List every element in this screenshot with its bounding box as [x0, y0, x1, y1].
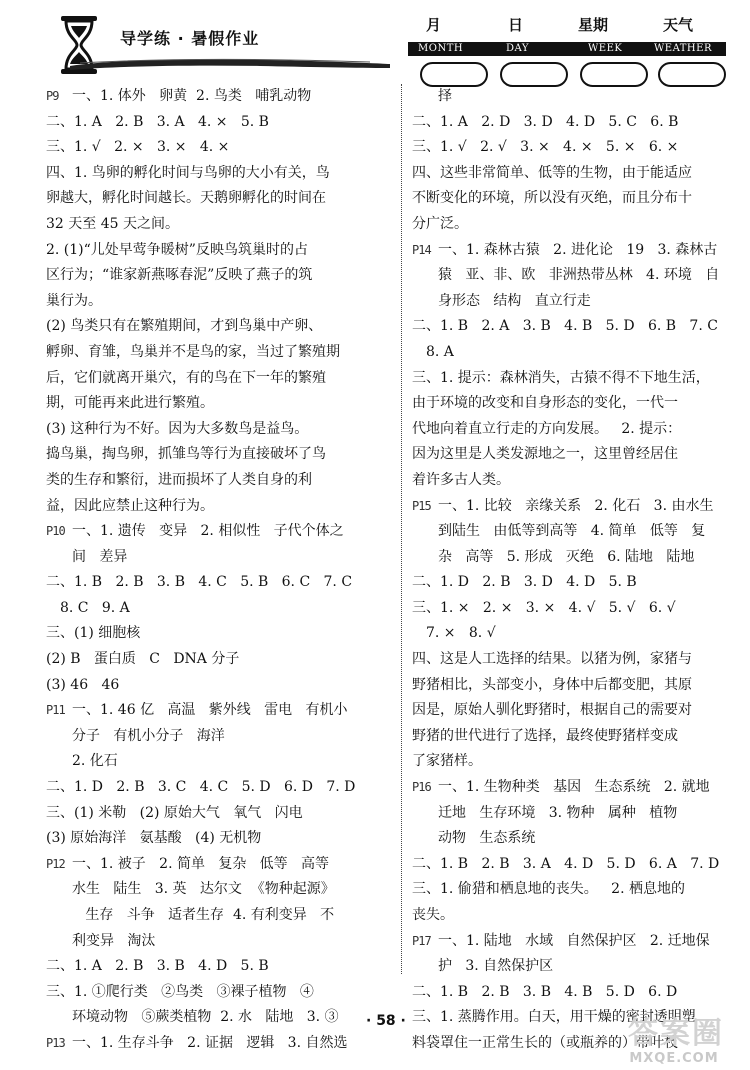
answer-text: 益，因此应禁止这种行为。: [46, 497, 214, 514]
answer-line: [46, 340, 398, 366]
answer-line: [412, 749, 730, 775]
answer-line: [412, 314, 730, 340]
answer-text: (3) 46 46: [46, 676, 120, 693]
answer-text: 二、1. B 2. B 3. A 4. D 5. D 6. A 7. D: [412, 855, 720, 872]
answer-text: 三、(1) 米勒 (2) 原始大气 氧气 闪电: [46, 804, 303, 821]
answer-line: [412, 391, 730, 417]
answer-line: [46, 903, 398, 929]
answer-line: [46, 929, 398, 955]
answer-line: [46, 366, 398, 392]
answer-text: 期，可能再来此进行繁殖。: [46, 395, 214, 412]
answer-line: [412, 161, 730, 187]
watermark-logo: 答案圈: [628, 1016, 724, 1051]
answer-text: 孵卵、育雏，鸟巢并不是鸟的家，当过了繁殖期: [46, 343, 340, 360]
answer-text: (3) 这种行为不好。因为大多数鸟是益鸟。: [46, 420, 309, 437]
answer-text: 二、1. A 2. B 3. B 4. D 5. B: [46, 958, 269, 975]
answer-line: [46, 698, 398, 724]
answer-text: 杂 高等 5. 形成 灭绝 6. 陆地 陆地: [438, 548, 695, 565]
answer-line: [412, 494, 730, 520]
answer-text: 择: [438, 88, 452, 104]
answer-text: 生存 斗争 适者生存 4. 有利变异 不: [72, 907, 335, 923]
answer-text: 一、1. 森林古猿 2. 进化论 19 3. 森林古: [438, 241, 718, 258]
answer-line: [412, 442, 730, 468]
answer-line: [46, 161, 398, 187]
answer-line: [46, 263, 398, 289]
answer-line: [412, 212, 730, 238]
answer-line: [412, 954, 730, 980]
answer-text: 三、1. ①爬行类 ②鸟类 ③裸子植物 ④: [46, 983, 314, 1000]
answer-text: 一、1. 遗传 变异 2. 相似性 子代个体之: [72, 523, 344, 540]
answer-line: [412, 135, 730, 161]
answer-text: 间 差异: [72, 548, 128, 565]
answer-line: [412, 647, 730, 673]
answer-column-right: [412, 84, 730, 1057]
watermark-url: MXQE.COM: [629, 1051, 719, 1066]
answer-text: 三、1. 提示：森林消失，古猿不得不下地生活，: [412, 369, 710, 386]
answer-text: 身形态 结构 直立行走: [438, 292, 591, 309]
answer-text: 水生 陆生 3. 英 达尔文 《物种起源》: [72, 881, 335, 898]
answer-line: [46, 468, 398, 494]
answer-line: [46, 954, 398, 980]
answer-column-left: [46, 84, 398, 1057]
answer-line: [412, 238, 730, 264]
answer-text: 类的生存和繁衍，进而损坏了人类自身的利: [46, 471, 312, 488]
answer-line: [412, 852, 730, 878]
date-weather-box: [408, 12, 726, 84]
answer-text: 区行为；“谁家新燕啄春泥”反映了燕子的筑: [46, 267, 313, 284]
weather-label: 天气: [663, 16, 694, 34]
answer-line: [412, 186, 730, 212]
answer-text: 一、1. 体外 卵黄 2. 鸟类 哺乳动物: [72, 88, 312, 104]
answer-line: [46, 801, 398, 827]
answer-line: [46, 647, 398, 673]
week-label: 星期: [578, 16, 609, 34]
answer-text: 二、1. D 2. B 3. C 4. C 5. D 6. D 7. D: [46, 779, 356, 796]
answer-line: [412, 468, 730, 494]
answer-line: [412, 826, 730, 852]
answer-line: [46, 442, 398, 468]
answer-text: 7. × 8. √: [426, 625, 496, 642]
brand-header: [46, 14, 391, 76]
answer-text: 到陆生 由低等到高等 4. 简单 低等 复: [438, 523, 706, 540]
answer-line: [46, 84, 398, 110]
answer-text: 32 天至 45 天之间。: [46, 215, 179, 232]
answer-line: [412, 673, 730, 699]
answer-line: [412, 84, 730, 110]
answer-line: [412, 417, 730, 443]
answer-line: [412, 621, 730, 647]
answer-line: [46, 135, 398, 161]
answer-text: 一、1. 46 亿 高温 紫外线 雷电 有机小: [72, 702, 348, 719]
answer-text: 因是，原始人驯化野猪时，根据自己的需要对: [412, 702, 692, 719]
answer-line: [46, 826, 398, 852]
answer-text: 卵越大，孵化时间越长。天鹅卵孵化的时间在: [46, 190, 326, 207]
answer-line: [46, 877, 398, 903]
answer-text: 二、1. B 2. B 3. B 4. B 5. D 6. D: [412, 983, 678, 1000]
answer-text: 利变异 淘汰: [72, 932, 156, 949]
answer-line: [46, 980, 398, 1006]
answer-text: 着许多古人类。: [412, 471, 510, 488]
answer-line: [412, 775, 730, 801]
answer-text: (2) B 蛋白质 C DNA 分子: [46, 651, 240, 668]
answer-text: 野猪相比，头部变小，身体中后都变肥，其原: [412, 676, 692, 693]
answer-text: 巢行为。: [46, 292, 102, 309]
answer-text: 丧失。: [412, 907, 454, 923]
page-ref: P12: [46, 856, 65, 871]
answer-line: [412, 929, 730, 955]
answer-text: 二、1. B 2. A 3. B 4. B 5. D 6. B 7. C: [412, 318, 718, 335]
answer-text: 不断变化的环境，所以没有灭绝，而且分布十: [412, 190, 692, 207]
answer-line: [46, 1031, 398, 1057]
answer-line: [412, 545, 730, 571]
answer-text: 一、1. 比较 亲缘关系 2. 化石 3. 由水生: [438, 497, 714, 514]
answer-text: 野猪的世代进行了选择，最终使野猪样变成: [412, 727, 678, 744]
answer-line: [412, 698, 730, 724]
page-ref: P14: [412, 242, 431, 257]
answer-line: [412, 289, 730, 315]
answer-line: [46, 186, 398, 212]
answer-line: [46, 673, 398, 699]
answer-line: [46, 289, 398, 315]
answer-text: 后，它们就离开巢穴，有的鸟在下一年的繁殖: [46, 369, 326, 386]
answer-line: [412, 340, 730, 366]
month-label: 月: [426, 16, 442, 34]
answer-text: 2. (1)“儿处早莺争暖树”反映鸟筑巢时的占: [46, 241, 308, 258]
day-label-en: DAY: [506, 43, 529, 54]
answer-line: [412, 596, 730, 622]
answer-text: 了家猪样。: [412, 753, 482, 770]
answer-text: 环境动物 ⑤蕨类植物 2. 水 陆地 3. ③: [72, 1009, 339, 1026]
answer-text: 动物 生态系统: [438, 830, 536, 847]
answer-line: [46, 749, 398, 775]
answer-text: 一、1. 生存斗争 2. 证据 逻辑 3. 自然选: [72, 1034, 348, 1051]
answer-line: [412, 980, 730, 1006]
answer-line: [46, 314, 398, 340]
answer-text: 四、这些非常简单、低等的生物，由于能适应: [412, 164, 692, 181]
answer-line: [46, 596, 398, 622]
answer-text: (3) 原始海洋 氨基酸 (4) 无机物: [46, 830, 262, 847]
answer-line: [46, 724, 398, 750]
answer-text: 三、1. 蒸腾作用。白天，用干燥的密封透明塑: [412, 1009, 696, 1026]
answer-line: [46, 417, 398, 443]
answer-line: [412, 366, 730, 392]
page-number: · 58 ·: [366, 1013, 406, 1029]
weather-label-en: WEATHER: [654, 43, 712, 54]
answer-text: 2. 化石: [72, 753, 118, 770]
answer-text: 二、1. D 2. B 3. D 4. D 5. B: [412, 574, 637, 591]
answer-line: [412, 801, 730, 827]
column-divider: [401, 84, 402, 974]
answer-text: 分子 有机小分子 海洋: [72, 727, 225, 744]
answer-line: [46, 775, 398, 801]
brush-stroke-decoration: [70, 54, 390, 72]
answer-text: 由于环境的改变和自身形态的变化，一代一: [412, 395, 678, 412]
day-label: 日: [508, 16, 524, 34]
answer-text: 三、(1) 细胞核: [46, 625, 141, 642]
answer-line: [46, 1005, 398, 1031]
answer-text: 三、1. × 2. × 3. × 4. √ 5. √ 6. √: [412, 599, 676, 616]
page-ref: P11: [46, 703, 65, 718]
answer-line: [46, 570, 398, 596]
answer-line: [412, 519, 730, 545]
answer-line: [412, 877, 730, 903]
page-ref: P17: [412, 933, 431, 948]
answer-text: 二、1. B 2. B 3. B 4. C 5. B 6. C 7. C: [46, 574, 353, 591]
answer-text: 因为这里是人类发源地之一，这里曾经居住: [412, 446, 678, 463]
answer-text: 一、1. 生物种类 基因 生态系统 2. 就地: [438, 779, 710, 796]
answer-text: 四、1. 鸟卵的孵化时间与鸟卵的大小有关，鸟: [46, 164, 330, 181]
watermark: [608, 1008, 740, 1066]
answer-line: [412, 903, 730, 929]
answer-line: [46, 621, 398, 647]
answer-line: [46, 391, 398, 417]
answer-text: 二、1. A 2. B 3. A 4. × 5. B: [46, 113, 269, 130]
page-ref: P10: [46, 524, 65, 539]
answer-text: 迁地 生存环境 3. 物种 属种 植物: [438, 804, 678, 821]
answer-text: 猿 亚、非、欧 非洲热带丛林 4. 环境 自: [438, 267, 720, 284]
answer-line: [46, 212, 398, 238]
page-ref: P16: [412, 780, 431, 795]
answer-text: 二、1. A 2. D 3. D 4. D 5. C 6. B: [412, 113, 679, 130]
answer-line: [46, 110, 398, 136]
answer-text: 代地向着直立行走的方向发展。 2. 提示：: [412, 420, 682, 437]
answer-line: [412, 263, 730, 289]
answer-text: 三、1. √ 2. × 3. × 4. ×: [46, 139, 230, 156]
answer-text: 8. C 9. A: [60, 599, 130, 616]
page-ref: P9: [46, 89, 59, 103]
answer-line: [412, 724, 730, 750]
answer-text: 料袋罩住一正常生长的（或瓶养的）带叶枝: [412, 1034, 678, 1051]
answer-line: [46, 852, 398, 878]
answer-text: 三、1. 偷猎和栖息地的丧失。 2. 栖息地的: [412, 881, 685, 898]
answer-text: 三、1. √ 2. √ 3. × 4. × 5. × 6. ×: [412, 139, 679, 156]
answer-text: 8. A: [426, 343, 454, 360]
week-label-en: WEEK: [588, 43, 623, 54]
page-ref: P13: [46, 1035, 65, 1050]
answer-text: (2) 鸟类只有在繁殖期间，才到鸟巢中产卵、: [46, 318, 323, 335]
answer-line: [46, 545, 398, 571]
month-label-en: MONTH: [418, 43, 464, 54]
answer-line: [412, 570, 730, 596]
answer-line: [46, 238, 398, 264]
answer-line: [46, 519, 398, 545]
page-ref: P15: [412, 498, 431, 513]
brand-title: 导学练 · 暑假作业: [120, 29, 260, 48]
answer-line: [412, 110, 730, 136]
answer-text: 分广泛。: [412, 215, 468, 232]
answer-text: 捣鸟巢，掏鸟卵，抓雏鸟等行为直接破坏了鸟: [46, 446, 326, 463]
answer-text: 四、这是人工选择的结果。以猪为例，家猪与: [412, 651, 692, 668]
answer-text: 一、1. 陆地 水域 自然保护区 2. 迁地保: [438, 932, 710, 949]
answer-text: 一、1. 被子 2. 简单 复杂 低等 高等: [72, 855, 330, 872]
answer-line: [46, 494, 398, 520]
answer-text: 护 3. 自然保护区: [438, 958, 554, 975]
